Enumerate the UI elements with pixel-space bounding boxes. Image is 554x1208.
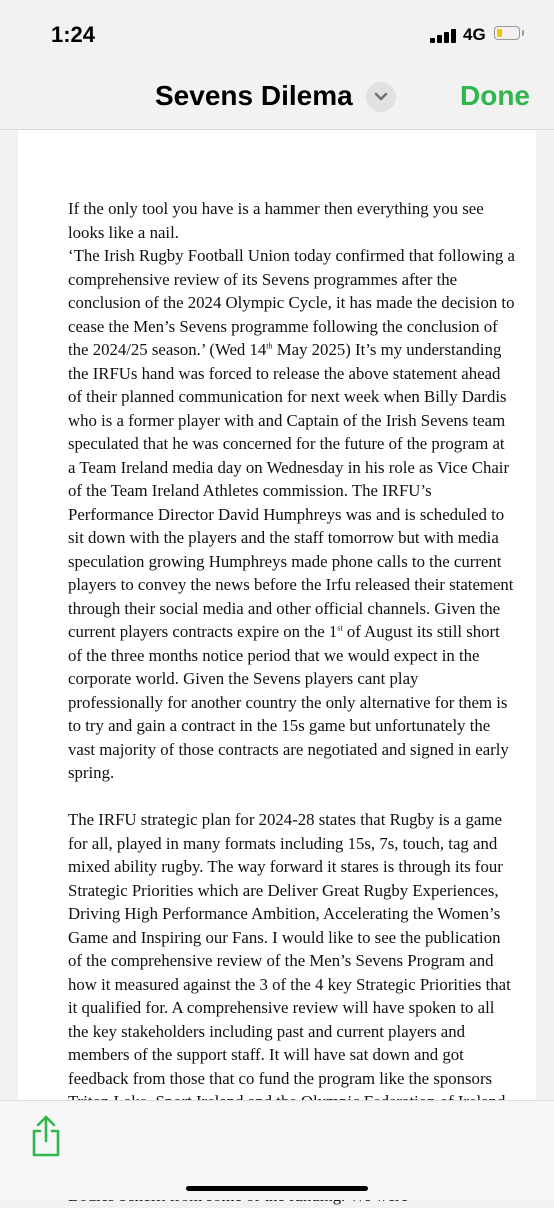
document-viewer[interactable] [0, 130, 554, 1100]
nav-bar [0, 66, 554, 130]
paragraph-spacer [68, 785, 516, 809]
document-page [18, 130, 536, 1100]
paragraph-2: The IRFU strategic plan for 2024-28 states that Rugby is a game for all, played in many formats including 15s, 7s, touch, tag and mixed ability rugby. The way forward it stares is through its four Strategic Priorities which are Deliver Great Rugby Experiences, Driving High Performance Ambition, Accelerating the Women’s Game and Inspiring our Fans. I would like to see the publication of the comprehensive review of the Men’s Sevens Program and how it measured against the 3 of the 4 key Strategic Priorities that it qualified for. A comprehensive review will have spoken to all the key stakeholders including past and current players and members of the support staff. It will have sat down and got feedback from those that co fund the program like the sponsors [68, 810, 511, 1088]
status-time: 1:24 [51, 22, 96, 47]
done-button[interactable]: Done [460, 80, 530, 111]
share-icon [28, 1113, 64, 1159]
paragraph-1-middle: May 2025) It’s my understanding the IRFUs hand was forced to release the above statement ahead of their planned communication for next week when Billy Dardis who is a former player with and Captain of the Irish Sevens team speculated that he was concerned for the future of the program at a Team Ireland media day on Wednesday in his role as Vice Chair of the Team Ireland Athletes commission. The IRFU’s Performance Director David Humphreys was and is scheduled to sit down with the players and the staff tomorrow but with media speculation growing Humphreys made phone calls to the current players to convey the news before the Irfu released their statement through their social media and other official channels. Given the current players contracts expire on the 1 [68, 340, 514, 641]
bottom-toolbar [0, 1100, 554, 1200]
title-menu-button[interactable] [366, 82, 396, 112]
status-bar [0, 0, 554, 66]
signal-icon [430, 27, 458, 43]
share-button[interactable] [28, 1113, 64, 1159]
document-title[interactable]: Sevens Dilema [155, 80, 353, 111]
paragraph-1-end: of August its still short of the three months notice period that we would expect in the corporate world. Given the Sevens players cant play professionally for another country the only alternative for them is to try and gain a contract in the 15s game but unfortunately the vast majority of those contracts are negotiated and signed in early spring. [68, 622, 509, 782]
document-text [68, 197, 516, 1208]
battery-icon [494, 26, 520, 40]
chevron-down-icon [374, 92, 388, 102]
line-irfu-statement: ‘The Irish Rugby Football Union today confirmed that following a comprehensive review of its Sevens programmes after the conclusion of the 2024 Olympic Cycle, it has made the decision to cease the Men’s Sevens programme following the conclusion of the 2024/25 season.’ (Wed 14 [68, 246, 515, 359]
home-indicator [186, 1186, 368, 1191]
superscript-th: th [266, 341, 273, 351]
line-quote-intro: If the only tool you have is a hammer then everything you see looks like a nail. [68, 199, 484, 242]
paragraph-1 [68, 197, 516, 785]
superscript-st: st [337, 623, 343, 633]
network-label: 4G [463, 25, 486, 44]
